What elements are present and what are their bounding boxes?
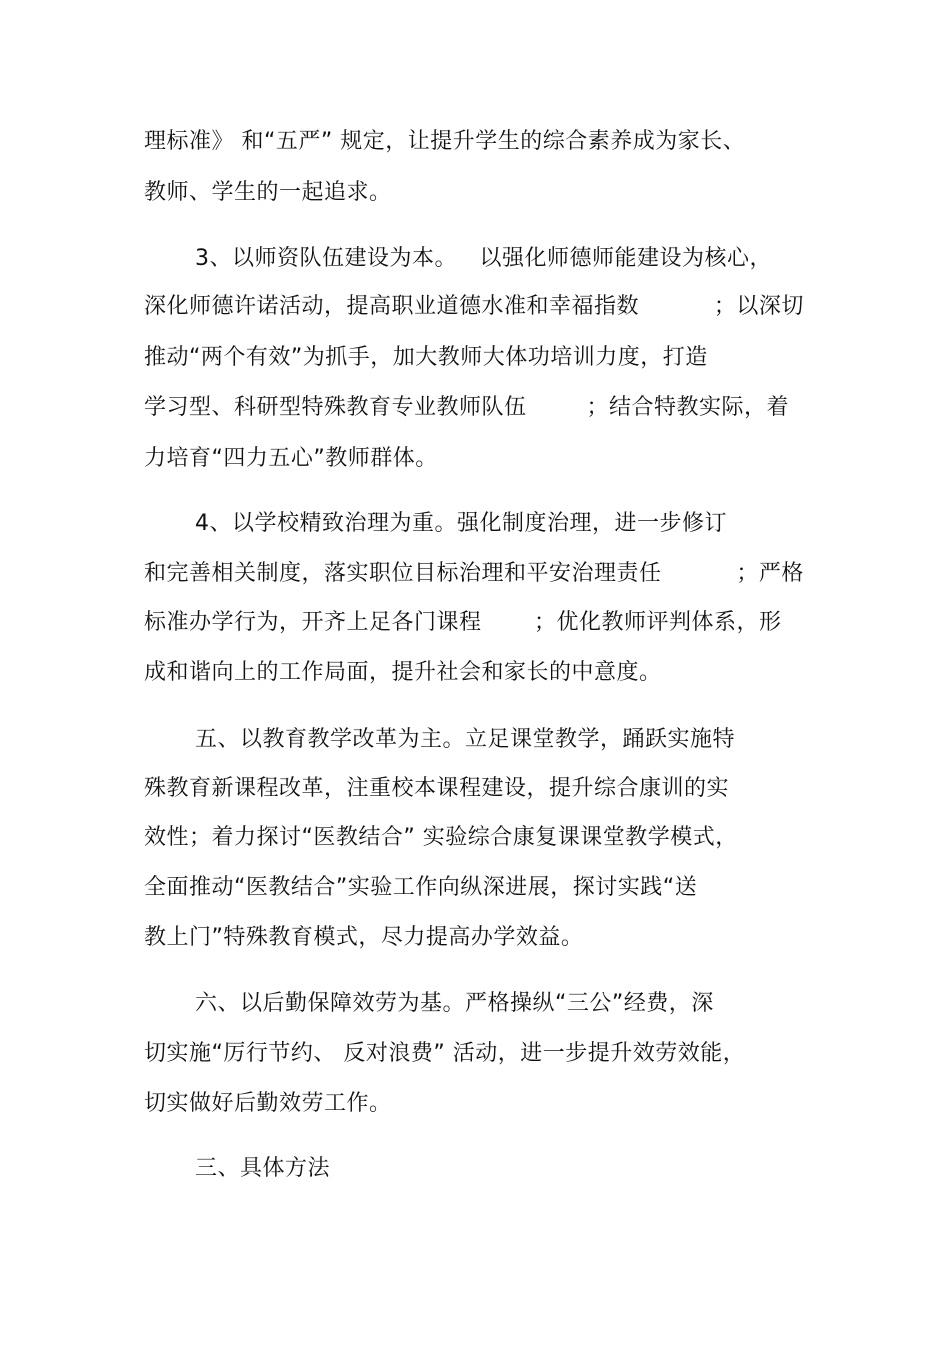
paragraph-4-line-1: 五、以教育教学改革为主。立足课堂教学，踊跃实施特 — [195, 727, 736, 752]
paragraph-2-line-5: 力培育“四力五心”教师群体。 — [144, 446, 438, 471]
paragraph-4-line-4: 全面推动“医教结合”实验工作向纵深进展，探讨实践“送 — [144, 875, 698, 900]
paragraph-5-line-3: 切实做好后勤效劳工作。 — [144, 1091, 392, 1116]
paragraph-1-line-1: 理标准》 和“五严” 规定，让提升学生的综合素养成为家长、 — [144, 129, 746, 154]
paragraph-4-line-5: 教上门”特殊教育模式，尽力提高办学效益。 — [144, 925, 584, 950]
paragraph-2-line-1: 3、以师资队伍建设为本。 以强化师德师能建设为核心， — [195, 246, 772, 271]
paragraph-4-line-2: 殊教育新课程改革，注重校本课程建设，提升综合康训的实 — [144, 776, 730, 801]
paragraph-3-line-1: 4、以学校精致治理为重。强化制度治理，进一步修订 — [195, 511, 727, 536]
paragraph-3-line-3: 标准办学行为，开齐上足各门课程 ；优化教师评判体系，形 — [144, 610, 782, 635]
paragraph-2-line-4: 学习型、科研型特殊教育专业教师队伍 ；结合特教实际，着 — [144, 395, 789, 420]
paragraph-2-line-2: 深化师德许诺活动，提高职业道德水准和幸福指数 ；以深切 — [144, 294, 804, 319]
paragraph-2-line-3: 推动“两个有效”为抓手，加大教师大体功培训力度，打造 — [144, 345, 708, 370]
paragraph-4-line-3: 效性；着力探讨“医教结合” 实验综合康复课课堂教学模式， — [144, 825, 738, 850]
paragraph-3-line-2: 和完善相关制度，落实职位目标治理和平安治理责任 ；严格 — [144, 561, 804, 586]
paragraph-5-line-1: 六、以后勤保障效劳为基。严格操纵“三公”经费，深 — [195, 991, 714, 1016]
paragraph-1-line-2: 教师、学生的一起追求。 — [144, 180, 392, 205]
section-heading: 三、具体方法 — [195, 1156, 331, 1181]
paragraph-3-line-4: 成和谐向上的工作局面，提升社会和家长的中意度。 — [144, 660, 662, 685]
paragraph-5-line-2: 切实施“厉行节约、 反对浪费” 活动，进一步提升效劳效能， — [144, 1041, 746, 1066]
